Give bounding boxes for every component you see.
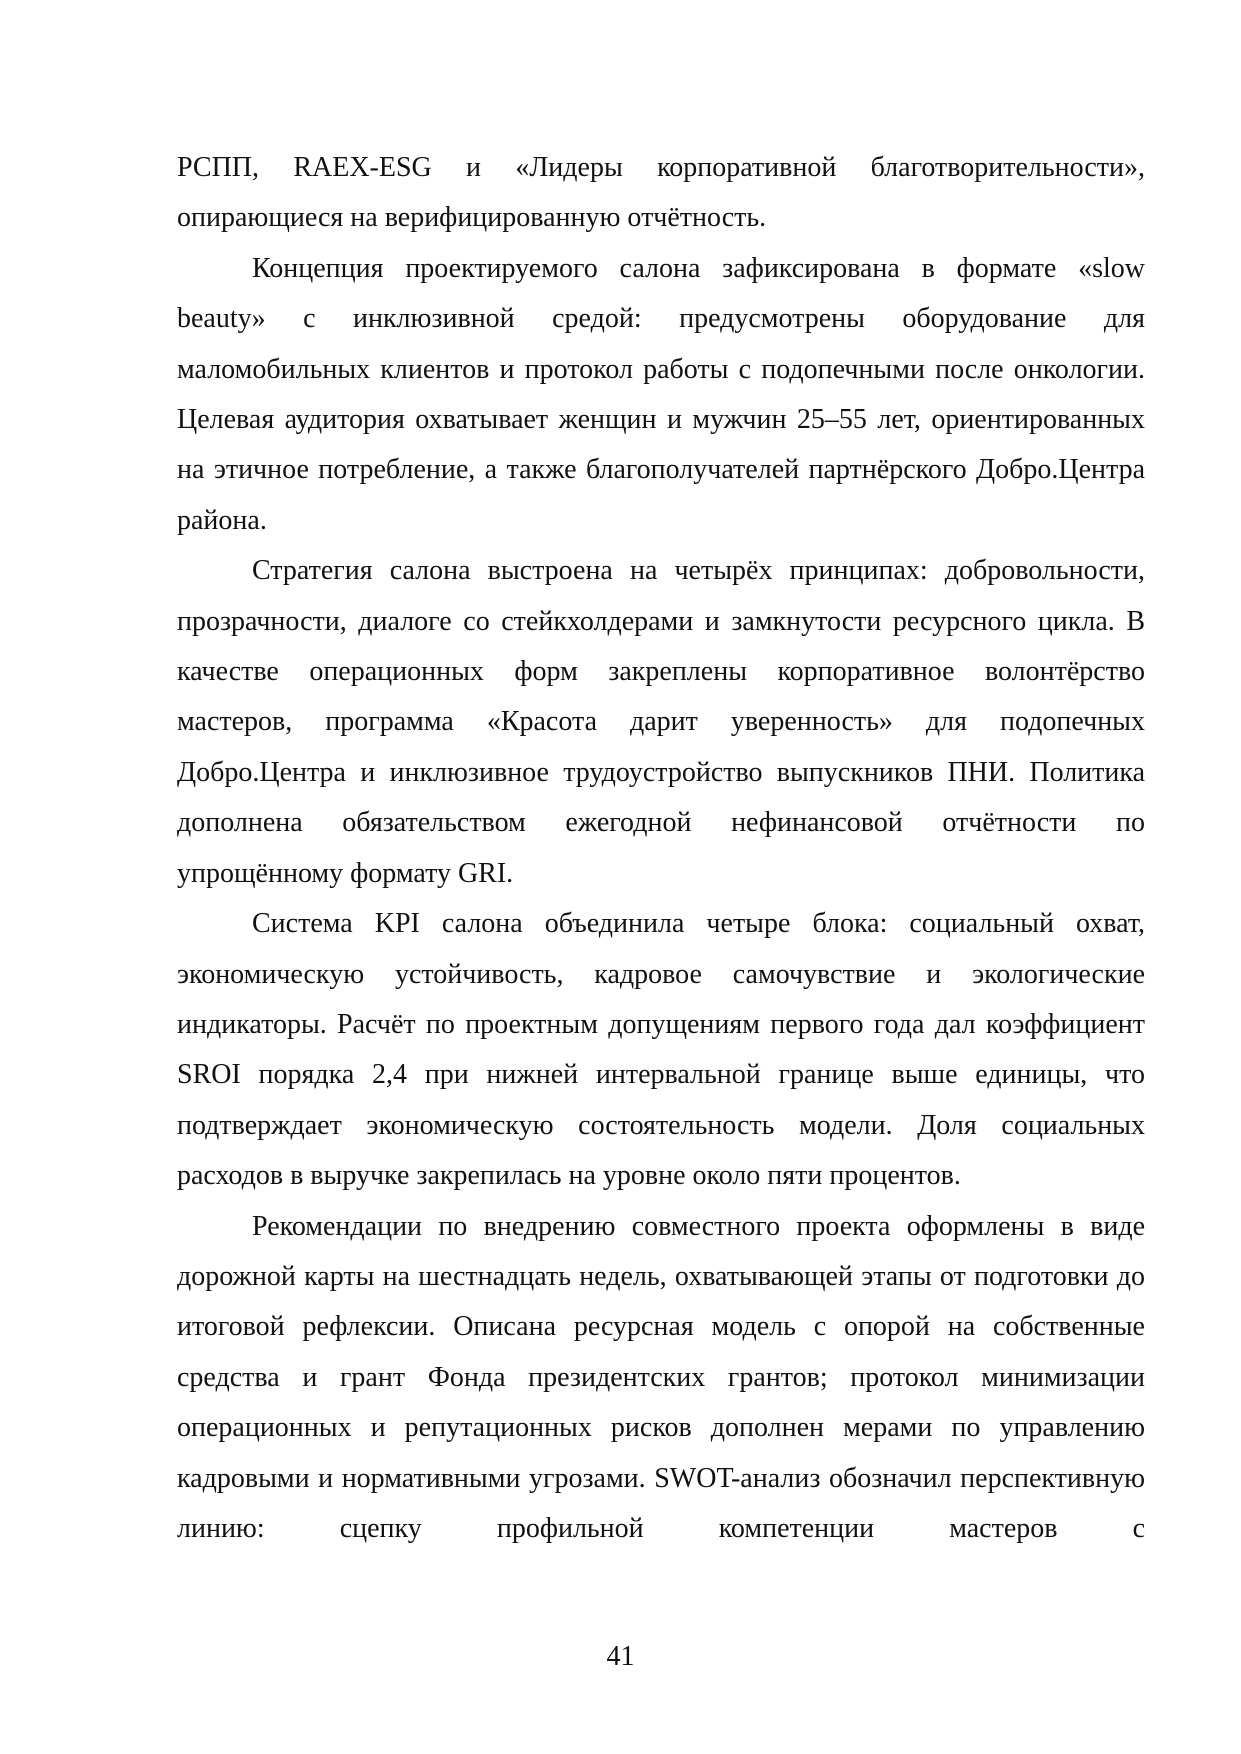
paragraph-recommendations: Рекомендации по внедрению совместного проекта оформлены в виде дорожной карты на шестнадцать недель, охватывающей этапы от подготовки до итоговой рефлексии. Описана ресурсная модель с опорой на собственные средства и грант Фонда президентских грантов; протокол минимизации операционных и репутационных рисков дополнен мерами по управлению кадровыми и нормативными угрозами. SWOT-анализ обозначил перспективную линию: сцепку профильной компетенции мастеров с xyxy=(177,1210,1145,1544)
paragraph-salon-strategy: Стратегия салона выстроена на четырёх принципах: добровольности, прозрачности, диалоге со стейкхолдерами и замкнутости ресурсного цикла. В качестве операционных форм закреплены корпоративное волонтёрство мастеров, программа «Красота дарит уверенность» для подопечных Добро.Центра и инклюзивное трудоустройство выпускников ПНИ. Политика дополнена обязательством ежегодной нефинансовой отчётности по упрощённому формату GRI. xyxy=(177,555,1145,889)
body-text xyxy=(177,143,1145,1554)
page-number: 41 xyxy=(606,1641,635,1672)
paragraph-kpi-system: Система KPI салона объединила четыре блока: социальный охват, экономическую устойчивость, кадровое самочувствие и экологические индикаторы. Расчёт по проектным допущениям первого года дал коэффициент SROI порядка 2,4 при нижней интервальной границе выше единицы, что подтверждает экономическую состоятельность модели. Доля социальных расходов в выручке закрепилась на уровне около пяти процентов. xyxy=(177,908,1145,1192)
paragraph-salon-concept: Концепция проектируемого салона зафиксирована в формате «slow beauty» с инклюзивной средой: предусмотрены оборудование для маломобильных клиентов и протокол работы с подопечными после онкологии. Целевая аудитория охватывает женщин и мужчин 25–55 лет, ориентированных на этичное потребление, а также благополучателей партнёрского Добро.Центра района. xyxy=(177,252,1145,536)
paragraph-continuation: РСПП, RAEX-ESG и «Лидеры корпоративной благотворительности», опирающиеся на верифицированную отчётность. xyxy=(177,152,1145,234)
